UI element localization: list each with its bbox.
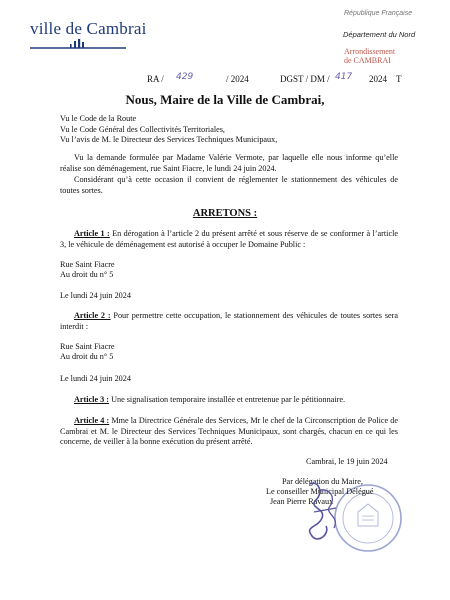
dgst-year: 2024 [369,74,387,84]
signature-line-2: Le conseiller Municipal Délégué [266,487,374,496]
considerant-paragraph: Considérant qu’à cette occasion il convient de réglementer le stationnement des véhicules de toutes sortes. [60,175,398,195]
article-4-text: Mme la Directrice Générale des Services, Mr le chef de la Circonscription de Police de Cambrai et M. le Directeur des Services Techniques Municipaux, sont chargés, chacun en ce qui les concerne, de veiller à la bonne exécution du présent arrêté. [60,416,398,447]
article-2-label: Article 2 : [74,311,111,320]
article-4 [60,416,398,448]
ra-number: 429 [176,72,194,82]
vu-item: Vu le Code Général des Collectivités Territoriales, [60,124,225,134]
article-1-date: Le lundi 24 juin 2024 [60,291,131,300]
departement-label: Département du Nord [343,30,416,39]
article-3-label: Article 3 : [74,395,110,404]
vu-item: Vu le Code de la Route [60,114,137,123]
city-logo-icon [30,38,126,57]
article-2-text: Pour permettre cette occupation, le stationnement des véhicules de toutes sortes sera interdit : [60,311,398,331]
article-2-date: Le lundi 24 juin 2024 [60,374,131,383]
ra-year: / 2024 [226,74,249,84]
article-1-location: Au droit du n° 5 [60,270,114,279]
article-2-location: Au droit du n° 5 [60,352,114,361]
article-1-street: Rue Saint Fiacre [60,260,115,269]
article-1 [60,229,398,250]
considerant-paragraph: Vu la demande formulée par Madame Valérie Vermote, par laquelle elle nous informe qu’elle réalise son déménagement, rue Saint Fiacre, le lundi 24 juin 2024. [60,153,398,173]
article-2 [60,311,398,332]
city-logo-text: ville de Cambrai [30,19,147,38]
signature-line-1: Par délégation du Maire, [282,477,363,486]
ra-label: RA / [147,74,164,84]
republique-label: République Française [344,10,413,17]
arrondissement-label: Arrondissement [344,47,396,56]
article-4-label: Article 4 : [74,416,110,425]
document-title: Nous, Maire de la Ville de Cambrai, [125,92,325,107]
article-2-street: Rue Saint Fiacre [60,342,115,351]
dgst-label: DGST / DM / [280,74,330,84]
dgst-number: 417 [335,72,353,82]
handwritten-signature-icon [296,478,356,555]
article-3-text: Une signalisation temporaire installée et entretenue par le pétitionnaire. [109,395,345,404]
article-1-label: Article 1 : [74,229,110,238]
signature-line-3: Jean Pierre Ravaux [270,497,334,506]
arrondissement-name: de CAMBRAI [344,56,391,65]
arretons-heading: ARRETONS : [192,208,258,219]
reference-suffix: T [396,74,402,84]
article-3 [60,395,398,406]
vu-item: Vu l’avis de M. le Directeur des Services Techniques Municipaux, [60,135,278,145]
vu-list [60,114,398,146]
article-1-text: En dérogation à l’article 2 du présent arrêté et sous réserve de se conformer à l’article 3, le véhicule de déménagement est autorisé à occuper le Domaine Public : [60,229,398,249]
signature-place-date: Cambrai, le 19 juin 2024 [306,457,388,466]
